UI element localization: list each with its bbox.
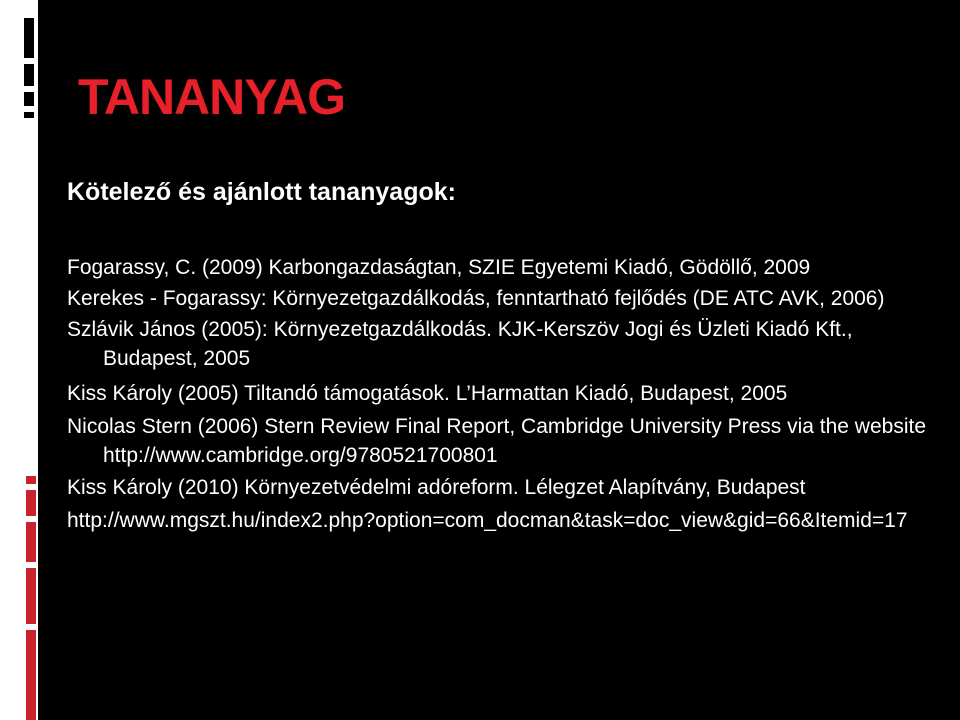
reference-item: Fogarassy, C. (2009) Karbongazdaságtan, SZIE Egyetemi Kiadó, Gödöllő, 2009	[67, 256, 811, 279]
slide-subtitle: Kötelező és ajánlott tananyagok:	[67, 178, 456, 206]
reference-item: Kiss Károly (2005) Tiltandó támogatások. L’Harmattan Kiadó, Budapest, 2005	[67, 382, 788, 405]
reference-item: Nicolas Stern (2006) Stern Review Final Report, Cambridge University Press via the website http://www.cambridge.org/9780521700801	[67, 415, 927, 467]
reference-item: Kiss Károly (2010) Környezetvédelmi adóreform. Lélegzet Alapítvány, Budapest	[67, 476, 806, 499]
reference-list	[67, 253, 947, 536]
slide-title: TANANYAG	[78, 69, 346, 125]
reference-link[interactable]: http://www.mgszt.hu/index2.php?option=com_docman&task=doc_view&gid=66&Itemid=17	[67, 509, 908, 532]
reference-item: Szlávik János (2005): Környezetgazdálkodás. KJK-Kerszöv Jogi és Üzleti Kiadó Kft., Budapest, 2005	[67, 318, 853, 370]
reference-item: Kerekes - Fogarassy: Környezetgazdálkodás, fenntartható fejlődés (DE ATC AVK, 2006)	[67, 287, 885, 310]
